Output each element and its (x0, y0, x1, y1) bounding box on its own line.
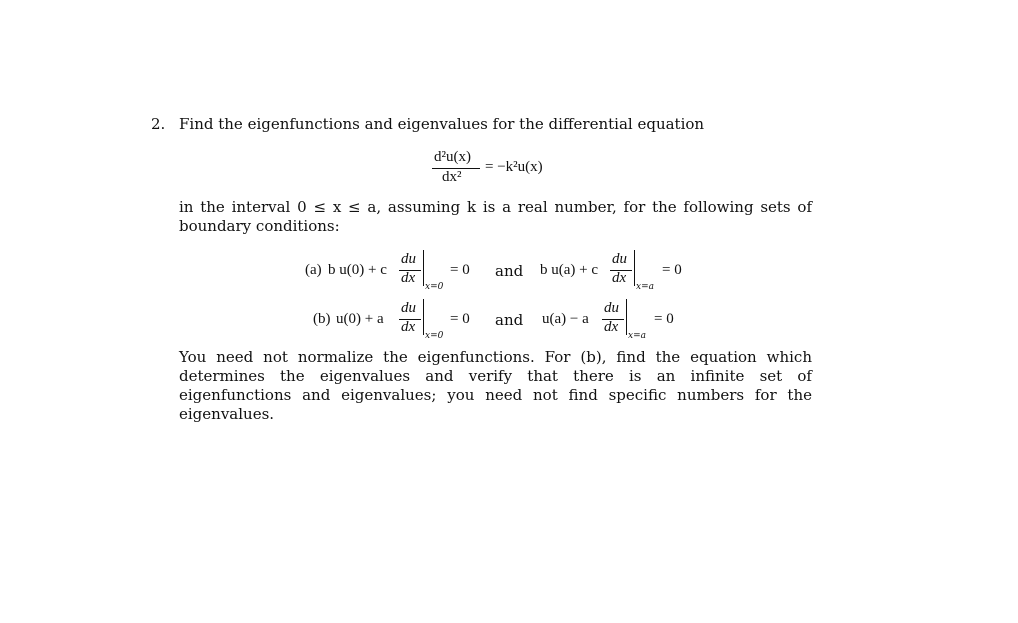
condition-b-right-eq: = 0 (654, 311, 674, 327)
condition-b-left-eq: = 0 (450, 311, 470, 327)
problem-number: 2. (151, 115, 166, 133)
condition-a-right-eval-bar (634, 250, 635, 286)
condition-b-left-eval-bar (423, 299, 424, 335)
equation-numerator: d²u(x) (434, 149, 471, 165)
condition-a-left-deriv-num: du (401, 251, 416, 267)
condition-b-left-deriv-den: dx (401, 319, 416, 335)
condition-a-left-eq: = 0 (450, 262, 470, 278)
condition-b-left-expr: u(0) + a (336, 311, 384, 327)
condition-a-right-deriv-num: du (612, 251, 627, 267)
condition-a-left-deriv-den: dx (401, 270, 416, 286)
condition-b-right-deriv-num: du (604, 300, 619, 316)
condition-a-right-deriv-den: dx (612, 270, 627, 286)
equation-rhs: = −k²u(x) (485, 159, 543, 175)
condition-a-left-expr: b u(0) + c (328, 262, 387, 278)
closing-paragraph: You need not normalize the eigenfunctions. For (b), find the equation which determines the eigenvalues and verify that there is an infinite set of eigenfunctions and eigenvalues; you need not find specific numbers for the eigenvalues. (179, 348, 812, 423)
condition-b-label: (b) (313, 311, 331, 327)
condition-a-right-eq: = 0 (662, 262, 682, 278)
condition-a-left-eval-bar (423, 250, 424, 286)
condition-a-label: (a) (305, 262, 322, 278)
condition-b-connector: and (495, 311, 524, 329)
interval-paragraph: in the interval 0 ≤ x ≤ a, assuming k is a real number, for the following sets of boundary conditions: (179, 198, 812, 235)
condition-a-right-eval: x=a (636, 282, 654, 292)
condition-b-right-deriv-den: dx (604, 319, 619, 335)
condition-b-right-eval-bar (626, 299, 627, 335)
condition-a-connector: and (495, 262, 524, 280)
condition-b-left-eval: x=0 (425, 331, 444, 341)
condition-a-left-eval: x=0 (425, 282, 444, 292)
problem-intro: Find the eigenfunctions and eigenvalues for the differential equation (179, 115, 705, 133)
condition-b-right-eval: x=a (628, 331, 646, 341)
equation-denominator: dx² (442, 169, 462, 185)
condition-b-right-expr: u(a) − a (542, 311, 589, 327)
condition-a-right-expr: b u(a) + c (540, 262, 599, 278)
condition-b-left-deriv-num: du (401, 300, 416, 316)
